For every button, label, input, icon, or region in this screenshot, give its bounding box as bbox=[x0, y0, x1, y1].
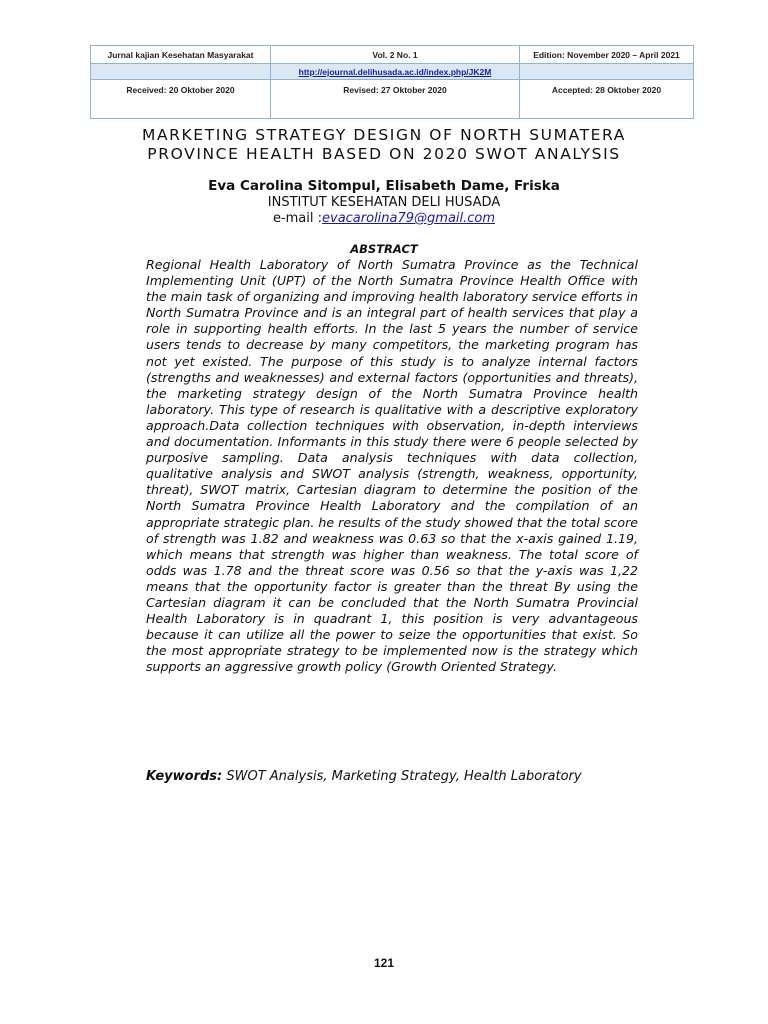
header-blank-cell-left bbox=[91, 64, 271, 80]
revised-date: Revised: 27 Oktober 2020 bbox=[271, 80, 520, 119]
accepted-date: Accepted: 28 Oktober 2020 bbox=[520, 80, 694, 119]
edition-label: Edition: November 2020 – April 2021 bbox=[520, 46, 694, 64]
url-cell bbox=[271, 64, 520, 80]
author-list: Eva Carolina Sitompul, Elisabeth Dame, Friska bbox=[208, 178, 560, 194]
header-blank-cell-right bbox=[520, 64, 694, 80]
keywords-line bbox=[146, 768, 646, 785]
journal-url-link[interactable]: http://ejournal.delihusada.ac.id/index.php/JK2M bbox=[298, 66, 492, 77]
abstract-body: Regional Health Laboratory of North Sumatra Province as the Technical Implementing Unit (UPT) of the North Sumatra Province Health Office with the main task of organizing and improving health laboratory service efforts in North Sumatra Province and is an integral part of health services that play a role in supporting health efforts. In the last 5 years the number of service users tends to decrease by many competitors, the marketing program has not yet existed. The purpose of this study is to analyze internal factors (strengths and weaknesses) and external factors (opportunities and threats), the marketing strategy design of the North Sumatra Province health laboratory. This type of research is qualitative with a descriptive exploratory approach.Data collection techniques with observation, in-depth interviews and documentation. Informants in this study there were 6 people selected by purposive sampling. Data analysis techniques with data collection, qualitative analysis and SWOT analysis (strength, weakness, opportunity, threat), SWOT matrix, Cartesian diagram to determine the position of the North Sumatra Province Health Laboratory and the compilation of an appropriate strategic plan. he results of the study showed that the total score of strength was 1.82 and weakness was 0.63 so that the x-axis gained 1.19, which means that strength was higher than weakness. The total score of odds was 1.78 and the threat score was 0.56 so that the y-axis was 1,22 means that the opportunity factor is greater than the threat By using the Cartesian diagram it can be concluded that the North Sumatra Provincial Health Laboratory is in quadrant 1, this position is very advantageous because it can utilize all the power to seize the opportunities that exist. So the most appropriate strategy to be implemented now is the strategy which supports an aggressive growth policy (Growth Oriented Strategy. bbox=[146, 257, 638, 675]
journal-name: Jurnal kajian Kesehatan Masyarakat bbox=[91, 46, 271, 64]
journal-header-table bbox=[90, 45, 694, 119]
keywords-label: Keywords: bbox=[146, 769, 223, 784]
paper-title-line-2: PROVINCE HEALTH BASED ON 2020 SWOT ANALYSIS bbox=[147, 145, 621, 163]
abstract-heading: ABSTRACT bbox=[350, 242, 418, 256]
volume-label: Vol. 2 No. 1 bbox=[271, 46, 520, 64]
keywords-text: SWOT Analysis, Marketing Strategy, Health Laboratory bbox=[222, 769, 582, 784]
paper-title bbox=[0, 126, 768, 164]
institution: INSTITUT KESEHATAN DELI HUSADA bbox=[267, 195, 501, 210]
email-label: e-mail : bbox=[272, 211, 322, 226]
page-number: 121 bbox=[373, 956, 395, 970]
received-date: Received: 20 Oktober 2020 bbox=[91, 80, 271, 119]
contact-email bbox=[0, 211, 768, 227]
paper-title-line-1: MARKETING STRATEGY DESIGN OF NORTH SUMATERA bbox=[142, 126, 626, 144]
email-link[interactable]: evacarolina79@gmail.com bbox=[322, 211, 496, 226]
